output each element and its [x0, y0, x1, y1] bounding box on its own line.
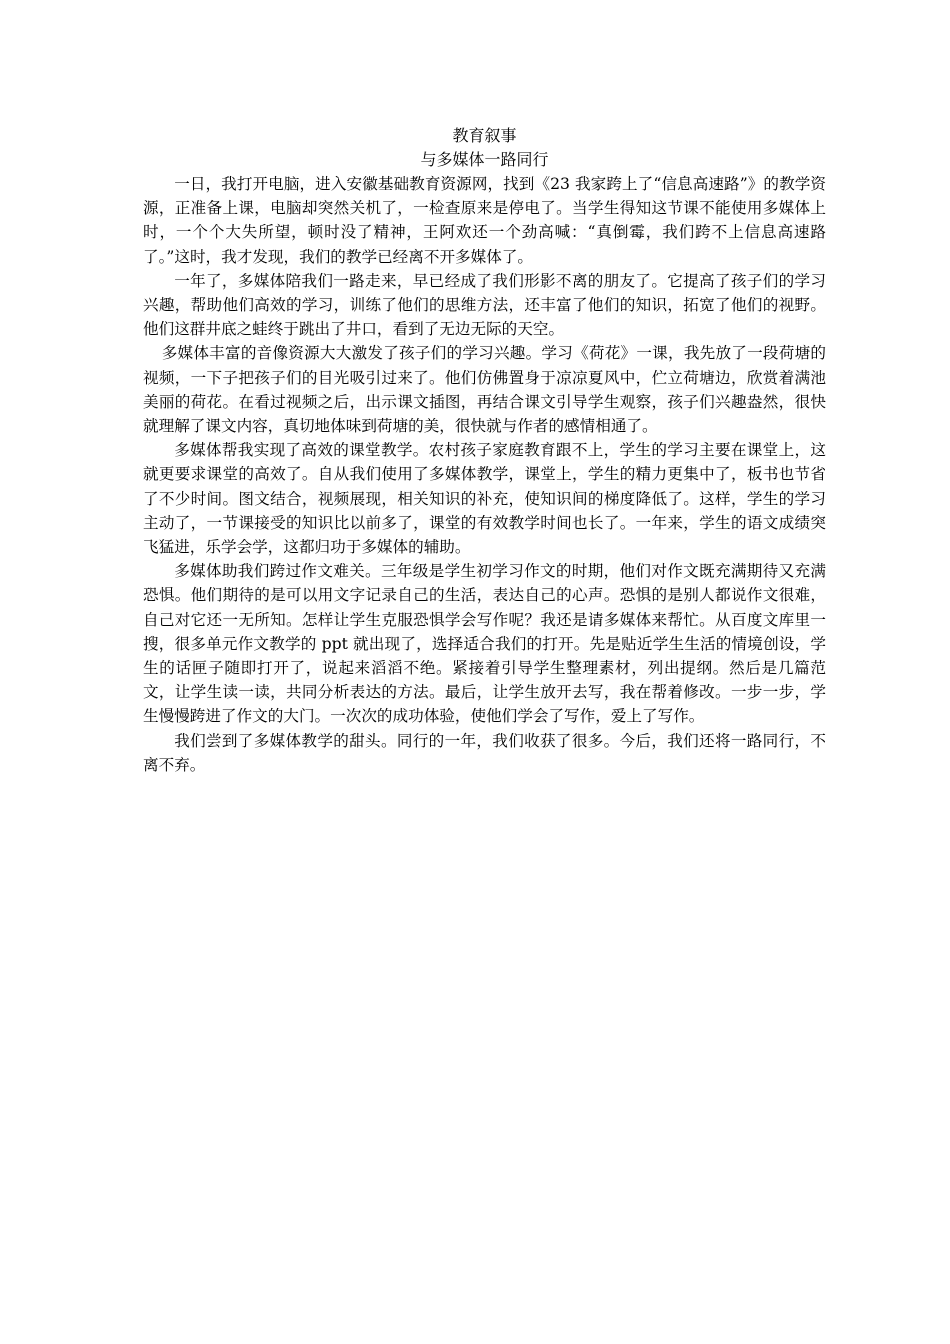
paragraph-3: 多媒体丰富的音像资源大大激发了孩子们的学习兴趣。学习《荷花》一课，我先放了一段荷塘的视频，一下子把孩子们的目光吸引过来了。他们仿佛置身于凉凉夏风中，伫立荷塘边，欣赏着满池美丽的荷花。在看过视频之后，出示课文插图，再结合课文引导学生观察，孩子们兴趣盎然，很快就理解了课文内容，真切地体味到荷塘的美，很快就与作者的感情相通了。 — [143, 344, 826, 436]
paragraph-1: 一日，我打开电脑，进入安徽基础教育资源网，找到《23 我家跨上了“信息高速路”》的教学资源，正准备上课，电脑却突然关机了，一检查原来是停电了。当学生得知这节课不能使用多媒体上时，一个个大失所望，顿时没了精神，王阿欢还一个劲高喊：“真倒霉，我们跨不上信息高速路了。”这时，我才发现，我们的教学已经离不开多媒体了。 — [143, 175, 826, 266]
document-title: 教育叙事 — [452, 126, 517, 145]
paragraph-5: 多媒体助我们跨过作文难关。三年级是学生初学习作文的时期，他们对作文既充满期待又充满恐惧。他们期待的是可以用文字记录自己的生活，表达自己的心声。恐惧的是别人都说作文很难，自己对它还一无所知。怎样让学生克服恐惧学会写作呢？我还是请多媒体来帮忙。从百度文库里一搜，很多单元作文教学的 ppt 就出现了，选择适合我们的打开。先是贴近学生生活的情境创设，学生的话匣子随即打开了，说起来滔滔不绝。紧接着引导学生整理素材，列出提纲。然后是几篇范文，让学生读一读，共同分析表达的方法。最后，让学生放开去写，我在帮着修改。一步一步，学生慢慢跨进了作文的大门。一次次的成功体验，使他们学会了写作，爱上了写作。 — [143, 562, 826, 726]
document-page — [143, 124, 826, 777]
paragraph-4: 多媒体帮我实现了高效的课堂教学。农村孩子家庭教育跟不上，学生的学习主要在课堂上，这就更要求课堂的高效了。自从我们使用了多媒体教学，课堂上，学生的精力更集中了，板书也节省了不少时间。图文结合，视频展现，相关知识的补充，使知识间的梯度降低了。这样，学生的学习主动了，一节课接受的知识比以前多了，课堂的有效教学时间也长了。一年来，学生的语文成绩突飞猛进，乐学会学，这都归功于多媒体的辅助。 — [143, 441, 826, 557]
paragraph-6: 我们尝到了多媒体教学的甜头。同行的一年，我们收获了很多。今后，我们还将一路同行，不离不弃。 — [143, 731, 826, 774]
document-subtitle: 与多媒体一路同行 — [420, 150, 549, 169]
paragraph-2: 一年了，多媒体陪我们一路走来，早已经成了我们形影不离的朋友了。它提高了孩子们的学习兴趣，帮助他们高效的学习，训练了他们的思维方法，还丰富了他们的知识，拓宽了他们的视野。他们这群井底之蛙终于跳出了井口，看到了无边无际的天空。 — [143, 271, 826, 339]
